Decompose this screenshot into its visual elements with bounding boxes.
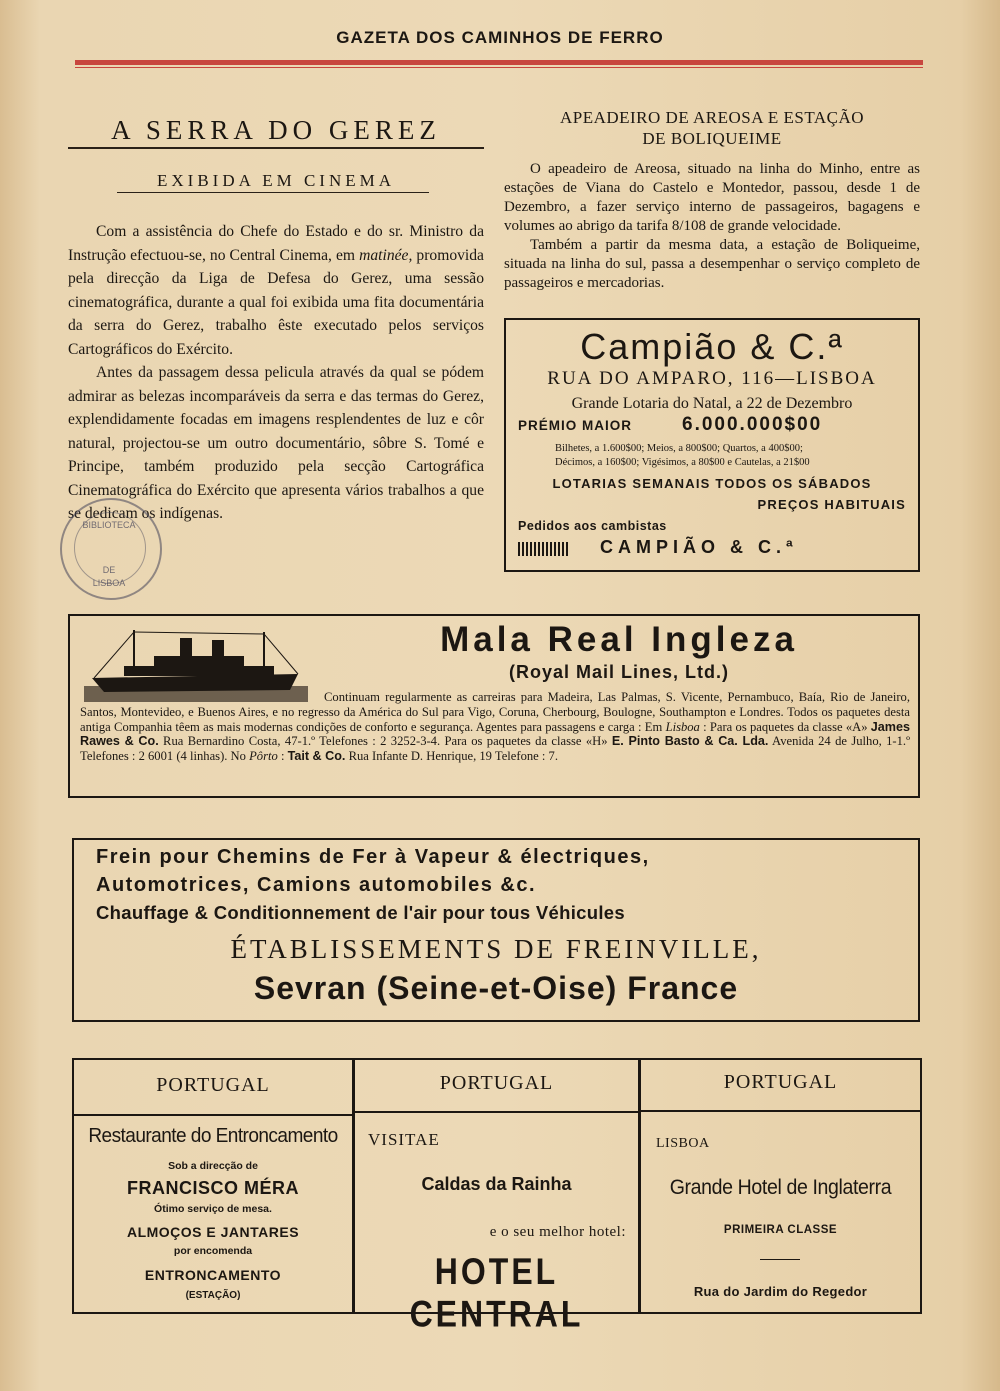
article-p1-text-b: promovida pela direcção da Liga de Defesa do Gerez, uma sessão cinematográfica, durante a qual foi exibida uma fita documentária da serra do Gerez, trabalho êste executado pelos serviços Cartográficos do Exército.: [68, 246, 484, 358]
mala-text-3: Rua Bernardino Costa, 47-1.º Telefones : 2 3252-3-4. Para os paquetes da classe «H»: [158, 734, 612, 749]
middle-ad-rule: [355, 1111, 638, 1113]
apeadeiro-body: [504, 160, 920, 293]
left-ad-service: Ótimo serviço de mesa.: [154, 1203, 272, 1215]
stamp-ring-text: BIBLIOTECA: [82, 520, 136, 530]
header-rule-thin: [75, 67, 923, 68]
right-ad-short-rule: [760, 1259, 800, 1260]
right-ad-hotel: Grande Hotel de Inglaterra: [669, 1176, 892, 1199]
left-ad-name: Restaurante do Entroncamento: [88, 1124, 338, 1147]
left-ad-order: por encomenda: [173, 1245, 253, 1257]
article-body: [68, 220, 484, 526]
freinville-line-1: Frein pour Chemins de Fer à Vapeur & électriques,: [96, 846, 650, 868]
middle-ad-visit: VISITAE: [368, 1130, 440, 1149]
mala-text-5: :: [277, 749, 288, 764]
middle-ad-best: e o seu melhor hotel:: [489, 1224, 626, 1240]
campiao-address: RUA DO AMPARO, 116—LISBOA: [547, 368, 877, 389]
article-title: A SERRA DO GEREZ: [111, 115, 441, 145]
mala-text-1: Continuam regularmente as carreiras para Madeira, Las Palmas, S. Vicente, Pernambuco, Baía, Rio de Janeiro, Santos, Montevideo, e Buenos Aires, e no regresso da América do Sul para Vigo, Coruna, Cherbourg, Boulogne, Southampton e Londres. Todos os paquetes desta antiga Companhia têem as mais modernas condições de conforto e segurança. Agentes para passagens e carga : Em: [80, 690, 910, 734]
left-ad-meals: ALMOÇOS E JANTARES: [126, 1224, 300, 1240]
article-subtitle: EXIBIDA EM CINEMA: [157, 171, 395, 190]
running-header: GAZETA DOS CAMINHOS DE FERRO: [336, 28, 664, 47]
article-title-rule: [68, 147, 484, 149]
campiao-name: Campião & C.ª: [580, 326, 844, 367]
middle-ad-hotel: HOTEL CENTRAL: [409, 1250, 584, 1335]
mala-text-6: Rua Infante D. Henrique, 19 Telefone : 7.: [345, 749, 558, 764]
apeadeiro-paragraph-2: Também a partir da mesma data, a estação de Boliqueime, situada na linha do sul, passa a desempenhar o serviço completo de passageiros e mercadorias.: [504, 237, 920, 291]
right-ad-rule: [641, 1110, 920, 1112]
campiao-premio-label: PRÉMIO MAIOR: [518, 418, 633, 433]
campiao-pedidos: Pedidos aos cambistas: [518, 519, 667, 533]
header-rule: [75, 60, 923, 65]
right-ad-address: Rua do Jardim do Regedor: [693, 1284, 868, 1299]
mala-title: Mala Real Ingleza: [440, 620, 798, 659]
article-p1-text-a: Com a assistência do Chefe do Estado e do sr. Ministro da Instrução efectuou-se, no Central Cinema, em: [68, 223, 484, 264]
campiao-semanais: LOTARIAS SEMANAIS TODOS OS SÁBADOS: [552, 476, 872, 491]
campiao-premio-value: 6.000.000$00: [682, 414, 823, 435]
left-ad-place: ENTRONCAMENTO: [144, 1267, 282, 1283]
left-ad-country: PORTUGAL: [156, 1074, 270, 1096]
mala-agent-3: Tait & Co.: [287, 749, 346, 764]
left-ad-rule: [74, 1114, 352, 1116]
campiao-ornament: [518, 542, 568, 556]
right-ad-country: PORTUGAL: [723, 1071, 838, 1093]
campiao-precos: PREÇOS HABITUAIS: [757, 497, 906, 512]
mala-text-2: : Para os paquetes da classe «A»: [699, 719, 871, 734]
campiao-prices-2: Décimos, a 160$00; Vigésimos, a 80$00 e Cautelas, a 21$00: [555, 457, 810, 468]
middle-ad-country: PORTUGAL: [439, 1072, 554, 1094]
middle-ad-town: Caldas da Rainha: [421, 1174, 572, 1194]
mala-text-4: Avenida 24 de Julho, 1-1.º Telefones : 2 6001 (4 linhas). No: [80, 734, 910, 764]
bottom-ads-divider-2: [638, 1058, 641, 1314]
apeadeiro-title: [504, 107, 920, 149]
article-paragraph-1: [68, 220, 484, 361]
mala-text-lisboa: Lisboa: [665, 719, 700, 734]
mala-text: [80, 690, 910, 764]
campiao-signature: CAMPIÃO & C.ª: [600, 537, 798, 557]
mala-agent-1: James Rawes & Co.: [80, 719, 910, 749]
freinville-line-5: Sevran (Seine-et-Oise) France: [253, 970, 739, 1006]
freinville-line-4: ÉTABLISSEMENTS DE FREINVILLE,: [230, 934, 762, 964]
campiao-prices-1: Bilhetes, a 1.600$00; Meios, a 800$00; Quartos, a 400$00;: [555, 443, 803, 454]
mala-subtitle: (Royal Mail Lines, Ltd.): [508, 662, 729, 682]
article-p1-emphasis: matinée,: [359, 246, 413, 264]
freinville-line-3: Chauffage & Conditionnement de l'air pour tous Véhicules: [96, 902, 625, 923]
article-paragraph-2: Antes da passagem dessa pelicula através da qual se pódem admirar as belezas incomparáveis da serra e das termas do Gerez, explendidamente focadas em imagens resplendentes de luz e côr natural, projectou-se um outro documentário, sôbre S. Tomé e Principe, também produzido pela secção Cartográfica Cinematográfica do Exército que apresenta vários trabalhos a que se dedicam os indígenas.: [68, 364, 484, 522]
stamp-middle-text: DE: [102, 565, 116, 575]
mala-agent-2: E. Pinto Basto & Ca. Lda.: [611, 734, 769, 749]
left-ad-owner: FRANCISCO MÉRA: [127, 1178, 299, 1198]
left-ad-station: (ESTAÇÃO): [185, 1290, 241, 1301]
apeadeiro-title-line-1: APEADEIRO DE AREOSA E ESTAÇÃO: [559, 108, 865, 127]
mala-text-porto: Pôrto: [249, 749, 278, 764]
apeadeiro-paragraph-1: O apeadeiro de Areosa, situado na linha do Minho, entre as estações de Viana do Castelo e Montedor, passou, desde 1 de Dezembro, a fazer serviço interno de passageiros, bagagens e volumes ao abrigo da tarifa 8/108 de grande velocidade.: [504, 161, 920, 234]
freinville-line-2: Automotrices, Camions automobiles &c.: [96, 874, 537, 896]
stamp-bottom-text: LISBOA: [92, 578, 126, 588]
apeadeiro-title-line-2: DE BOLIQUEIME: [642, 129, 782, 148]
right-ad-class: PRIMEIRA CLASSE: [723, 1224, 838, 1236]
left-ad-direction: Sob a direcção de: [168, 1160, 258, 1172]
article-subtitle-rule: [117, 192, 429, 193]
campiao-lotaria: Grande Lotaria do Natal, a 22 de Dezembro: [571, 395, 853, 412]
right-ad-city: LISBOA: [656, 1136, 710, 1151]
